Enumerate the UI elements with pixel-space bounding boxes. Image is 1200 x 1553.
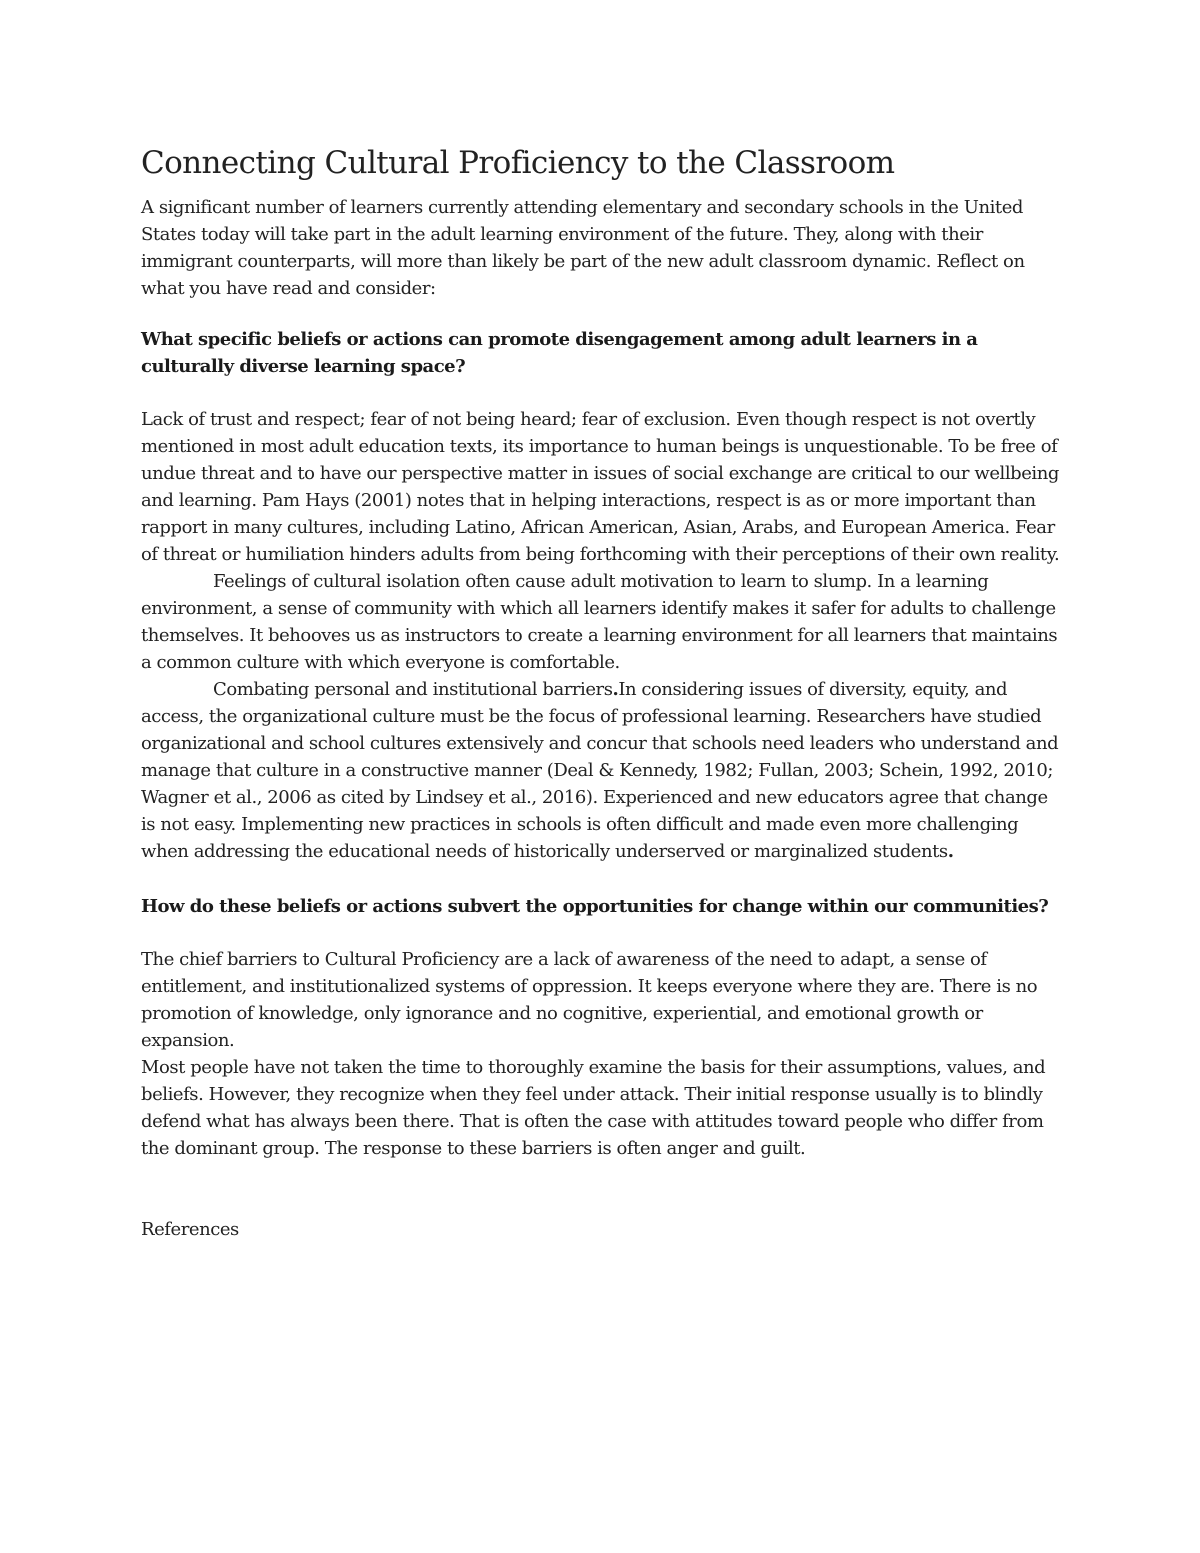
spacer: [141, 302, 1066, 326]
answer-1-paragraph-3-lead-period: .: [612, 679, 619, 700]
intro-paragraph: A significant number of learners currently attending elementary and secondary schools in the United States today will take part in the adult learning environment of the future. They, along with their immigrant counterparts, will more than likely be part of the new adult classroom dynamic. Reflect on what you have read and consider:: [141, 197, 1025, 299]
answer-1-paragraph-3-lead: Combating personal and institutional barriers: [213, 679, 613, 700]
answer-1-paragraph-3-end: .: [947, 841, 954, 862]
page-title: Connecting Cultural Proficiency to the Classroom: [141, 145, 895, 181]
spacer: [141, 865, 1066, 893]
spacer: [141, 920, 1066, 946]
answer-2-paragraph-1: The chief barriers to Cultural Proficiency are a lack of awareness of the need to adapt, a sense of entitlement, and institutionalized systems of oppression. It keeps everyone where they are. There is no promotion of knowledge, only ignorance and no cognitive, experiential, and emotional growth or expansion.: [141, 949, 1038, 1051]
references-heading: References: [141, 1219, 239, 1240]
answer-1-paragraph-3-body: In considering issues of diversity, equity, and access, the organizational culture must be the focus of professional learning. Researchers have studied organizational and school cultures extensively and concur that schools need leaders who understand and manage that culture in a constructive manner (Deal & Kennedy, 1982; Fullan, 2003; Schein, 1992, 2010; Wagner et al., 2006 as cited by Lindsey et al., 2016). Experienced and new educators agree that change is not easy. Implementing new practices in schools is often difficult and made even more challenging when addressing the educational needs of historically underserved or marginalized students: [141, 679, 1059, 862]
spacer: [141, 380, 1066, 406]
question-1-heading: What specific beliefs or actions can promote disengagement among adult learners in a culturally diverse learning space?: [141, 329, 978, 377]
spacer: [141, 1162, 1066, 1216]
answer-2-paragraph-2: Most people have not taken the time to thoroughly examine the basis for their assumptions, values, and beliefs. However, they recognize when they feel under attack. Their initial response usually is to blindly defend what has always been there. That is often the case with attitudes toward people who differ from the dominant group. The response to these barriers is often anger and guilt.: [141, 1057, 1046, 1159]
answer-1-paragraph-2: Feelings of cultural isolation often cause adult motivation to learn to slump. In a learning environment, a sense of community with which all learners identify makes it safer for adults to challenge themselves. It behooves us as instructors to create a learning environment for all learners that maintains a common culture with which everyone is comfortable.: [141, 571, 1058, 673]
answer-1-paragraph-3: [141, 676, 1066, 865]
question-2-heading: How do these beliefs or actions subvert the opportunities for change within our communities?: [141, 896, 1049, 917]
answer-1-paragraph-1: Lack of trust and respect; fear of not being heard; fear of exclusion. Even though respect is not overtly mentioned in most adult education texts, its importance to human beings is unquestionable. To be free of undue threat and to have our perspective matter in issues of social exchange are critical to our wellbeing and learning. Pam Hays (2001) notes that in helping interactions, respect is as or more important than rapport in many cultures, including Latino, African American, Asian, Arabs, and European America. Fear of threat or humiliation hinders adults from being forthcoming with their perceptions of their own reality.: [141, 409, 1060, 565]
document-page: [141, 138, 1066, 1243]
